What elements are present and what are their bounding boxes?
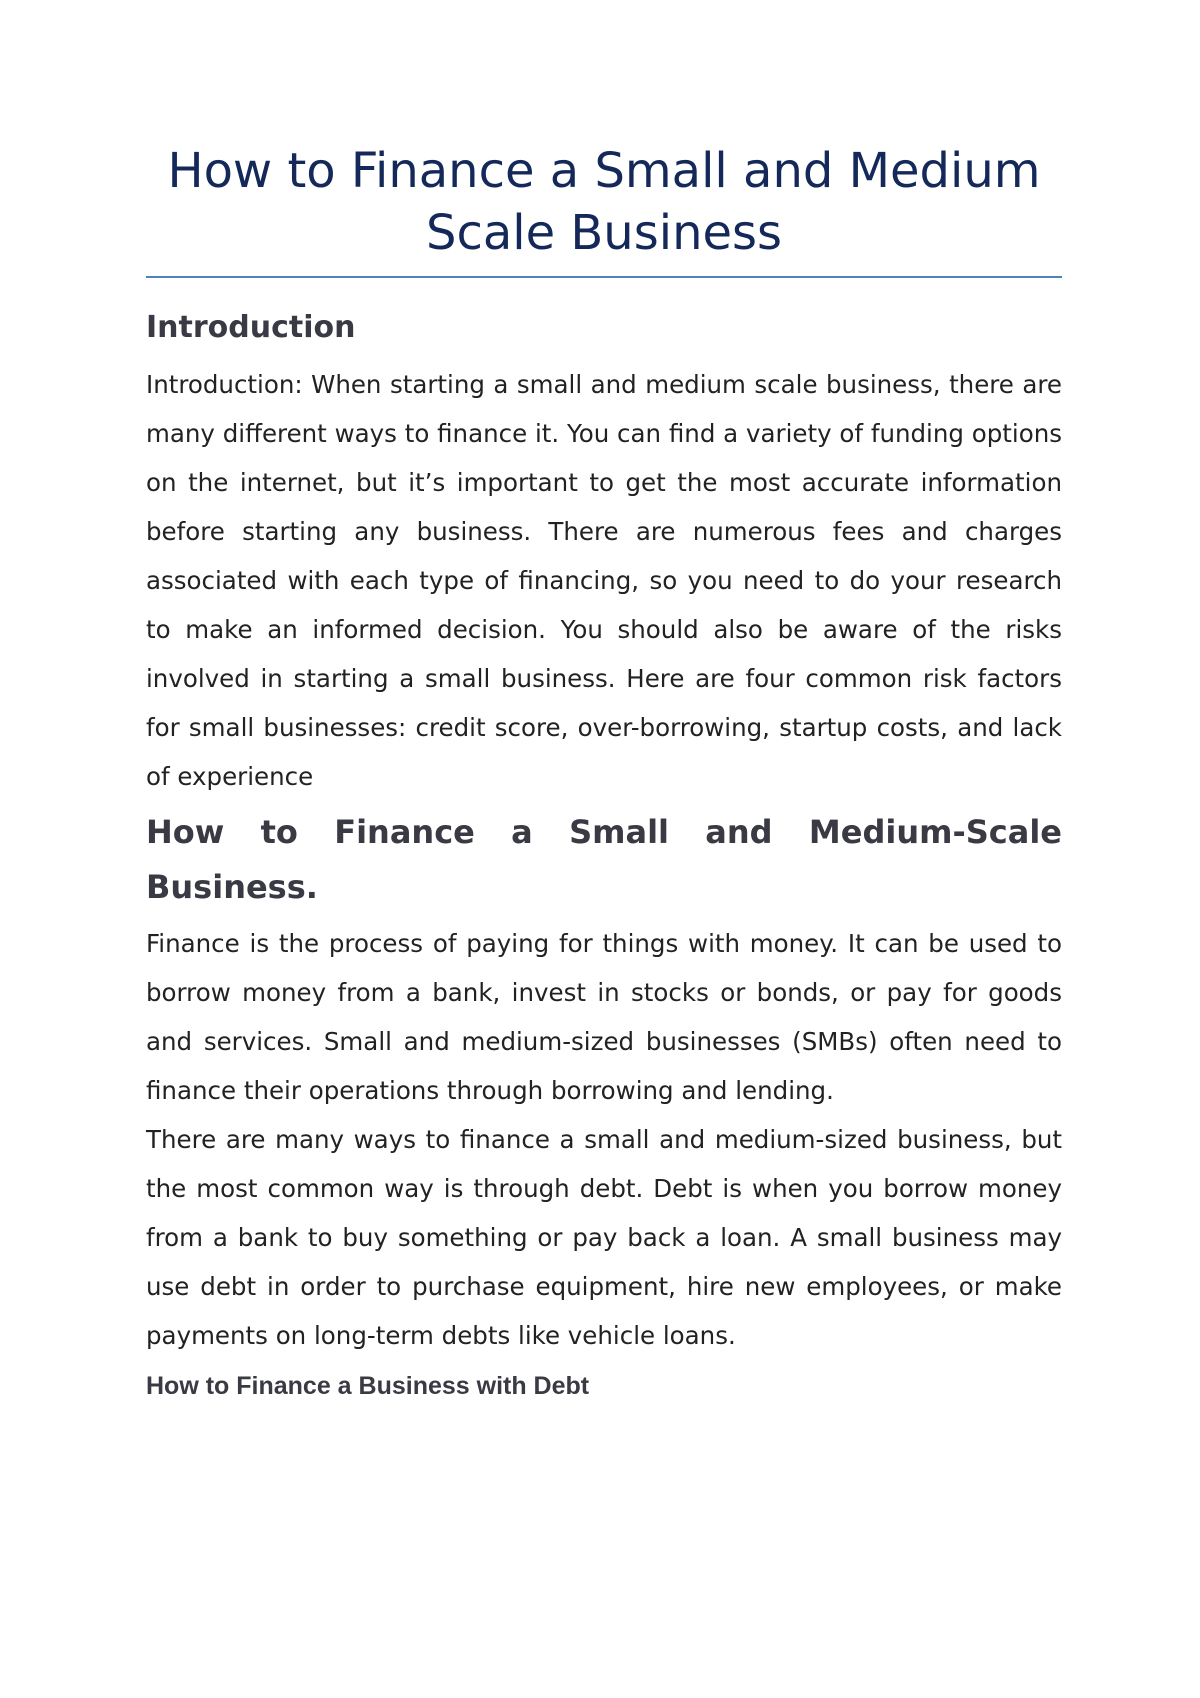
finance-with-debt-heading: How to Finance a Business with Debt xyxy=(146,1372,590,1400)
introduction-heading: Introduction xyxy=(146,310,356,345)
debt-financing-paragraph: There are many ways to finance a small and medium-sized business, but the most common way is through debt. Debt is when you borrow money from a bank to buy something or pay back a loan. A small business may use debt in order to purchase equipment, hire new employees, or make payments on long-term debts like vehicle loans. xyxy=(146,1125,1062,1350)
introduction-paragraph: Introduction: When starting a small and medium scale business, there are many different ways to finance it. You can find a variety of funding options on the internet, but it’s important to get the most accurate information before starting any business. There are numerous fees and charges associated with each type of financing, so you need to do your research to make an informed decision. You should also be aware of the risks involved in starting a small business. Here are four common risk factors for small businesses: credit score, over-borrowing, startup costs, and lack of experience xyxy=(146,370,1062,791)
title-underline-divider xyxy=(146,276,1062,278)
how-to-finance-heading: How to Finance a Small and Medium-Scale Business. xyxy=(146,813,1062,906)
document-page xyxy=(146,140,1062,1411)
document-title: How to Finance a Small and Medium Scale Business xyxy=(167,143,1041,261)
finance-definition-paragraph: Finance is the process of paying for things with money. It can be used to borrow money from a bank, invest in stocks or bonds, or pay for goods and services. Small and medium-sized businesses (SMBs) often need to finance their operations through borrowing and lending. xyxy=(146,929,1062,1105)
